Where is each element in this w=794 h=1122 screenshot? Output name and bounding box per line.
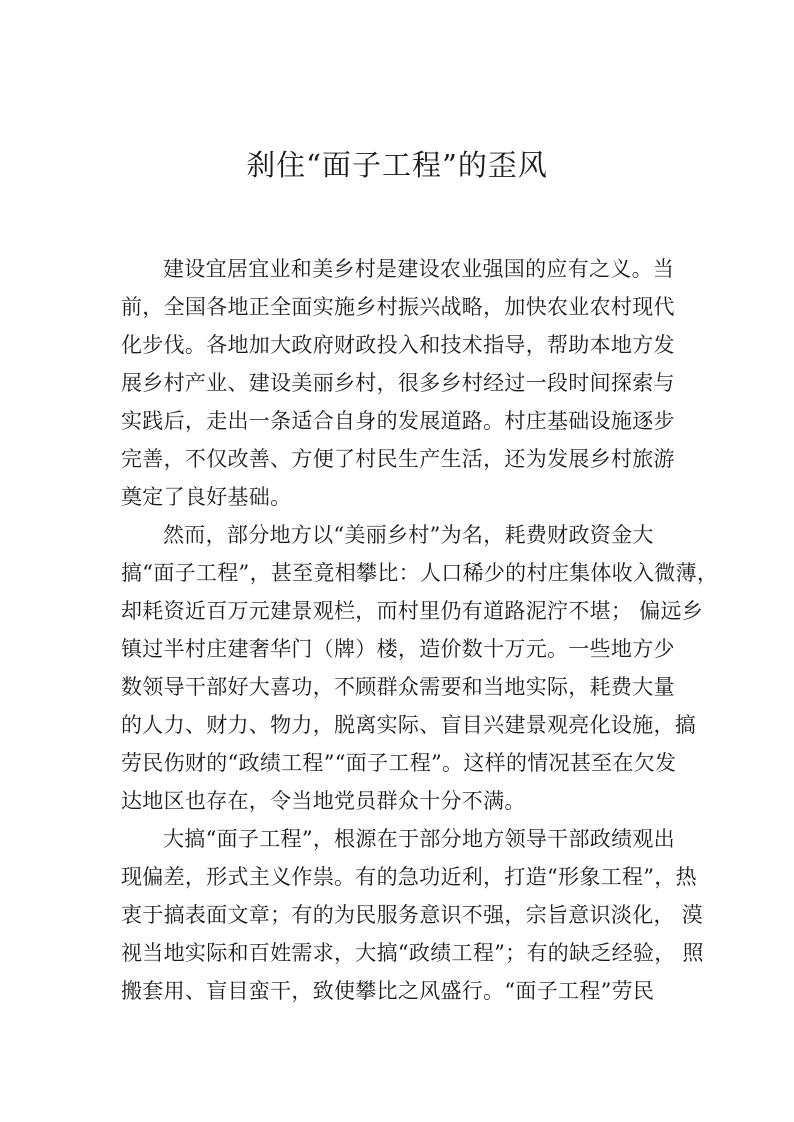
article-body (121, 250, 719, 1010)
page-title: 刹住“面子工程”的歪风 (246, 148, 548, 182)
text-line: 镇过半村庄建奢华门（牌）楼，造价数十万元。一些地方少 (121, 637, 675, 661)
text-line: 搞“面子工程”，甚至竟相攀比：人口稀少的村庄集体收入微薄， (121, 561, 719, 585)
text-line: 奠定了良好基础。 (121, 485, 292, 509)
text-line: 搬套用、盲目蛮干，致使攀比之风盛行。“面子工程”劳民 (121, 979, 655, 1003)
text-line: 展乡村产业、建设美丽乡村，很多乡村经过一段时间探索与 (121, 371, 675, 395)
text-line: 视当地实际和百姓需求，大搞“政绩工程”；有的缺乏经验， 照 (121, 941, 704, 965)
text-line: 化步伐。各地加大政府财政投入和技术指导，帮助本地方发 (121, 333, 675, 357)
text-line: 数领导干部好大喜功，不顾群众需要和当地实际，耗费大量 (121, 675, 675, 699)
text-line: 衷于搞表面文章；有的为民服务意识不强，宗旨意识淡化， 漠 (121, 903, 704, 927)
text-line: 现偏差，形式主义作祟。有的急功近利，打造“形象工程”，热 (121, 865, 697, 889)
text-line: 实践后，走出一条适合自身的发展道路。村庄基础设施逐步 (121, 409, 675, 433)
text-line: 完善，不仅改善、方便了村民生产生活，还为发展乡村旅游 (121, 447, 675, 471)
text-line: 大搞“面子工程”，根源在于部分地方领导干部政绩观出 (163, 827, 675, 851)
text-line: 却耗资近百万元建景观栏，而村里仍有道路泥泞不堪； 偏远乡 (121, 599, 704, 623)
text-line: 然而，部分地方以“美丽乡村”为名，耗费财政资金大 (163, 523, 654, 547)
text-line: 建设宜居宜业和美乡村是建设农业强国的应有之义。当 (163, 257, 675, 281)
text-line: 的人力、财力、物力，脱离实际、盲目兴建景观亮化设施，搞 (121, 713, 697, 737)
text-line: 劳民伤财的“政绩工程”“面子工程”。这样的情况甚至在欠发 (121, 751, 677, 775)
text-line: 前，全国各地正全面实施乡村振兴战略，加快农业农村现代 (121, 295, 675, 319)
text-line: 达地区也存在，令当地党员群众十分不满。 (121, 789, 526, 813)
